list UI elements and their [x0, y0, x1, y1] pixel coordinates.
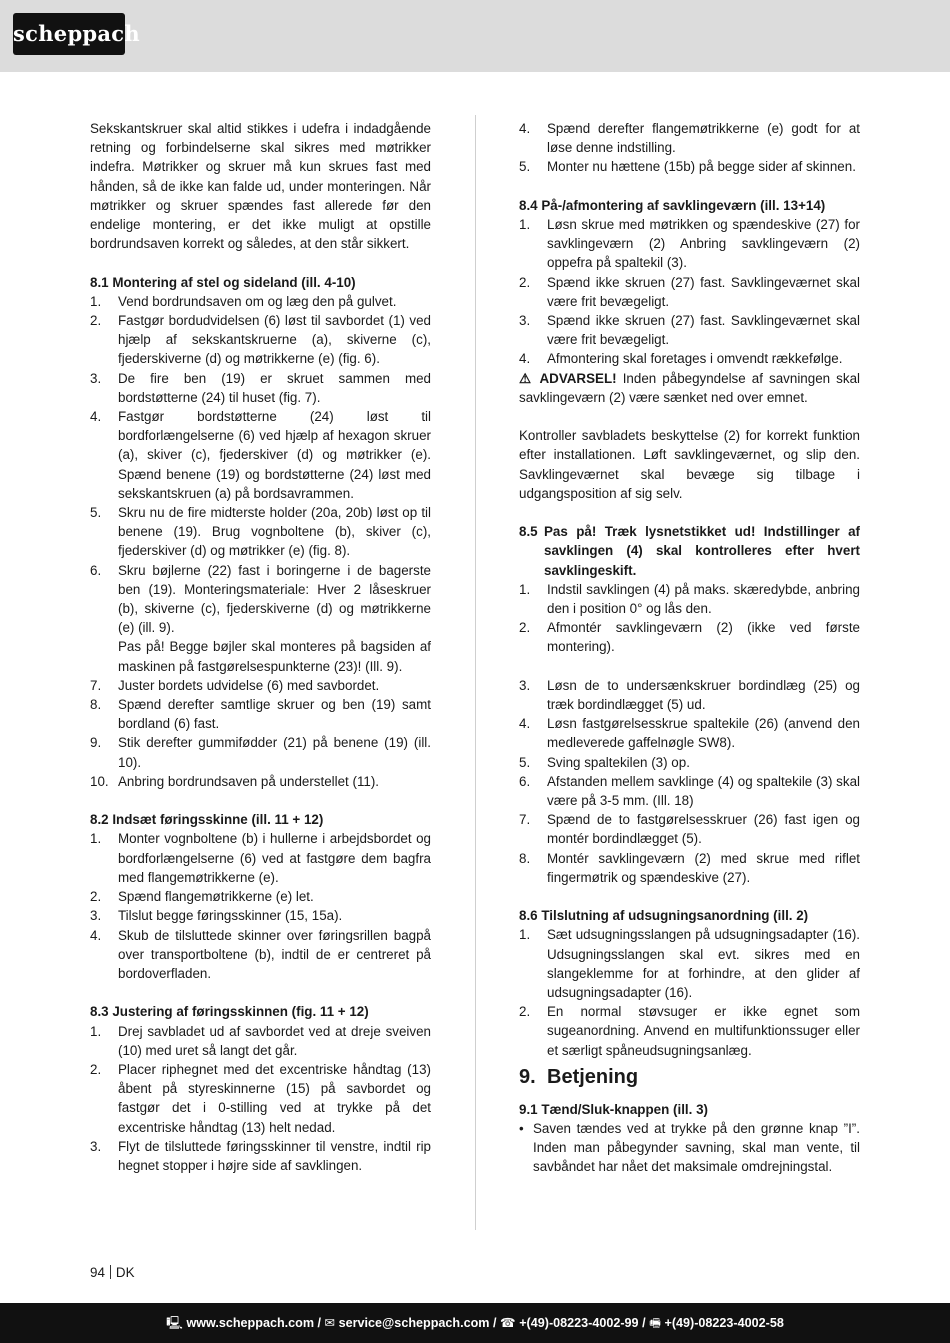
list-item: 2. Afmontér savklingeværn (2) (ikke ved første montering).	[519, 620, 860, 655]
section-8-5-list	[519, 580, 860, 887]
warning-icon: ⚠	[519, 370, 534, 386]
intro-paragraph: Sekskantskruer skal altid stikkes i udefra i indadgående retning og forbindelserne skal sikres med møtrikker indefra. Møtrikker og skruer må kun skrues fast med hånden, så de ikke kan falde ud, under monteringen. Når møtrikker og skruer spændes fast allerede før den endelige montering, er det ikke muligt at opstille bordrundsaven korrekt og således, at den står sikkert.	[90, 121, 431, 252]
list-item: 5. Monter nu hættene (15b) på begge sider af skinnen.	[519, 159, 856, 175]
list-item: 2. Spænd flangemøtrikkerne (e) let.	[90, 889, 314, 905]
section-8-4-heading: 8.4 På-/afmontering af savklingeværn (ill. 13+14)	[519, 197, 826, 213]
warning-paragraph	[519, 369, 860, 407]
section-8-1-heading: 8.1 Montering af stel og sideland (ill. 4-10)	[90, 274, 356, 290]
warning-label: ADVARSEL!	[539, 370, 617, 386]
list-item: 4. Fastgør bordstøtterne (24) løst til bordforlængelserne (6) ved hjælp af hexagon skruer (a), skiver (c), fjederskiver (d) og møtrikker (e). Spænd benene (19) og bordstøtterne (24) løst med sekskantskruen (a) på bordsavrammen.	[90, 409, 431, 501]
list-item: 4. Skub de tilsluttede skinner over føringsrillen bagpå over transportboltene (b), indtil de er centreret på bordoverfladen.	[90, 927, 431, 981]
page-footer: 🖳 www.scheppach.com / ✉ service@scheppach.com / ☎ +(49)-08223-4002-99 / 🖷 +(49)-08223-4002-58	[0, 1303, 950, 1343]
list-item: 2. Spænd ikke skruen (27) fast. Savklingeværnet skal være frit bevægeligt.	[519, 274, 860, 309]
section-8-3-heading: 8.3 Justering af føringsskinnen (fig. 11 + 12)	[90, 1004, 369, 1020]
computer-icon: 🖳	[166, 1316, 183, 1330]
list-item: 8. Montér savklingeværn (2) med skrue med riflet fingermøtrik og spændeskive (27).	[519, 850, 860, 885]
section-9-1-heading: 9.1 Tænd/Sluk-knappen (ill. 3)	[519, 1101, 708, 1117]
list-item: 8. Spænd derefter samtlige skruer og ben (19) samt bordland (6) fast.	[90, 697, 431, 732]
caution-note: Pas på! Begge bøjler skal monteres på bagsiden af maskinen på fastgørelsespunkterne (23)! (Ill. 9).	[118, 639, 431, 674]
list-item: 2. En normal støvsuger er ikke egnet som sugeanordning. Anvend en multifunktionssuger eller et særligt spåneudsugningsanlæg.	[519, 1004, 860, 1058]
list-item: 1. Løsn skrue med møtrikken og spændeskive (27) for savklingeværn (2) Anbring savklingeværn (2) oppefra på spaltekil (3).	[519, 217, 860, 271]
list-item: 10. Anbring bordrundsaven på understellet (11).	[90, 773, 380, 789]
list-item: 3. Spænd ikke skruen (27) fast. Savklingeværnet skal være frit bevægeligt.	[519, 313, 860, 348]
list-item: 9. Stik derefter gummifødder (21) på benene (19) (ill. 10).	[90, 735, 431, 770]
website-link[interactable]: www.scheppach.com	[186, 1316, 315, 1330]
bullet-item: • Saven tændes ved at trykke på den grønne knap ”I”. Inden man påbegynder savning, skal man vente, til savbåndet har nået det maksimale omdrejningstal.	[519, 1121, 860, 1175]
list-item: 1. Sæt udsugningsslangen på udsugningsadapter (16). Udsugningsslangen skal evt. sikres med en slangeklemme for at forhindre, at den glider af udsugningsadapter (16).	[519, 927, 860, 1001]
list-item: 3. Tilslut begge føringsskinner (15, 15a).	[90, 908, 343, 924]
email-link[interactable]: service@scheppach.com	[338, 1316, 490, 1330]
list-item: 7. Spænd de to fastgørelsesskruer (26) fast igen og montér bordindlægget (5).	[519, 812, 860, 847]
list-item: 2. Fastgør bordudvidelsen (6) løst til savbordet (1) ved hjælp af sekskantskruerne (a), skiverne (c), fjederskiverne (d) og møtrikkerne (e) (fig. 6).	[90, 313, 431, 367]
list-item: 4. Løsn fastgørelsesskrue spaltekile (26) (anvend den medleverede gaffelnøgle SW8).	[519, 716, 860, 751]
phone-number: +(49)-08223-4002-99	[519, 1316, 639, 1330]
section-8-2-list	[90, 829, 431, 983]
right-column	[519, 119, 860, 1177]
list-item: 1. Indstil savklingen (4) på maks. skæredybde, anbring den i position 0° og lås den.	[519, 581, 860, 617]
section-8-1-list	[90, 292, 431, 791]
phone-icon: ☎	[500, 1316, 516, 1330]
list-item: 6. Afstanden mellem savklinge (4) og spaltekile (3) skal være på 3-5 mm. (Ill. 18)	[519, 773, 860, 809]
check-paragraph: Kontroller savbladets beskyttelse (2) for korrekt funktion efter installationen. Løft savklingeværnet, og slip den. Savklingeværnet skal bevæge sig tilbage i udgangsposition af sig selv.	[519, 428, 860, 501]
list-item: 3. Flyt de tilsluttede føringsskinner til venstre, indtil rip hegnet stopper i højre side af savklingen.	[90, 1138, 431, 1173]
column-divider	[475, 115, 476, 1230]
section-8-5-heading: 8.5 Pas på! Træk lysnetstikket ud! Indstillinger af savklingen (4) skal kontrolleres efter hvert savklingeskift.	[519, 524, 860, 578]
left-column	[90, 119, 431, 1175]
section-8-6-list	[519, 925, 860, 1059]
list-item: 5. Sving spaltekilen (3) op.	[519, 754, 690, 770]
fax-number: +(49)-08223-4002-58	[664, 1316, 784, 1330]
list-item: 2. Placer riphegnet med det excentriske håndtag (13) åbent på styreskinnerne (15) på savbordet og fastgør det i 0-stilling ved at trykke på det excentriske håndtag (13) helt nedad.	[90, 1061, 431, 1135]
mail-icon: ✉	[324, 1316, 336, 1330]
list-item: 1. Drej savbladet ud af savbordet ved at dreje sveiven (10) med uret så langt det går.	[90, 1023, 431, 1058]
page-number: 94 DK	[90, 1265, 135, 1280]
list-item: 5. Skru nu de fire midterste holder (20a, 20b) løst op til benene (19). Brug vognboltene (b), skiver (c), fjederskiver (d) og møtrikker (e) (fig. 8).	[90, 505, 431, 559]
page-header	[0, 0, 950, 72]
section-8-4-list	[519, 215, 860, 369]
list-item: 4. Spænd derefter flangemøtrikkerne (e) godt for at løse denne indstilling.	[519, 121, 860, 156]
list-item: 3. De fire ben (19) er skruet sammen med bordstøtterne (24) til huset (fig. 7).	[90, 370, 431, 405]
section-8-3-list	[90, 1022, 431, 1176]
section-8-6-heading: 8.6 Tilslutning af udsugningsanordning (ill. 2)	[519, 908, 809, 924]
section-8-3-continued-list	[519, 119, 860, 177]
list-item: 4. Afmontering skal foretages i omvendt rækkefølge.	[519, 351, 843, 367]
chapter-9-heading: 9. Betjening	[519, 1065, 639, 1088]
fax-icon: 🖷	[649, 1316, 661, 1330]
warning-text: Inden påbegyndelse af savningen skal savklingeværn (2) være sænket ned over emnet.	[519, 370, 860, 405]
scheppach-logo: scheppach	[13, 13, 125, 55]
section-8-2-heading: 8.2 Indsæt føringsskinne (ill. 11 + 12)	[90, 812, 324, 828]
list-item: 1. Monter vognboltene (b) i hullerne i arbejdsbordet og bordforlængelserne (6) ved at fastgøre dem bagfra med flangemøtrikkerne (e).	[90, 831, 431, 885]
list-item: 7. Juster bordets udvidelse (6) med savbordet.	[90, 677, 380, 693]
list-item: 3. Løsn de to undersænkskruer bordindlæg (25) og træk bordindlægget (5) ud.	[519, 677, 860, 713]
list-item: 1. Vend bordrundsaven om og læg den på gulvet.	[90, 293, 397, 309]
list-item: 6. Skru bøjlerne (22) fast i boringerne i de bagerste ben (19). Monteringsmateriale: Hver 2 låseskruer (b), skiverne (c), fjederskiverne (d) og møtrikkerne (e) (ill. 9).	[90, 562, 431, 636]
